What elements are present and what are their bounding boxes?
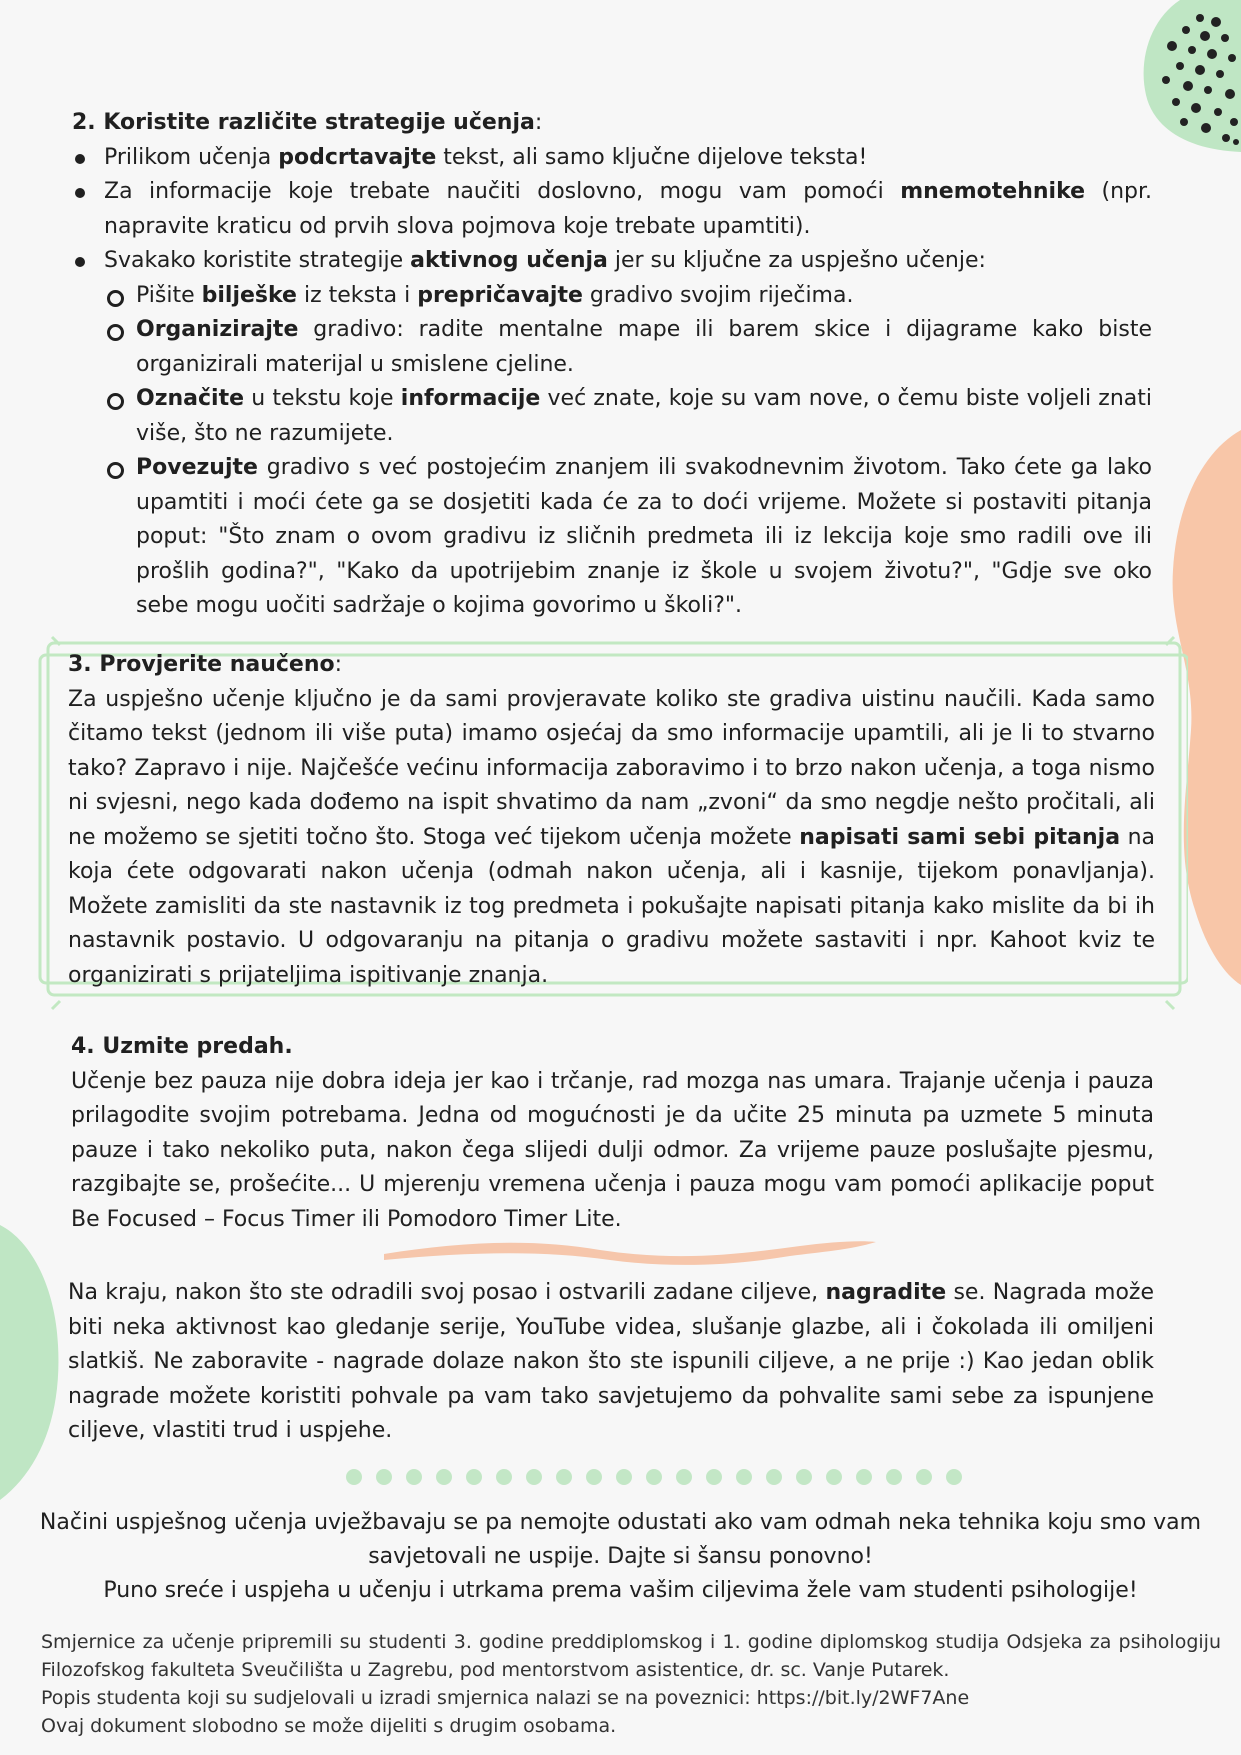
sub4-post: gradivo s već postojećim znanjem ili svakodnevnim životom. Tako ćete ga lako upamtiti i moći ćete ga se dosjetiti kada će za to doći vrijeme. Možete si postaviti pitanja poput: "Što znam o ovom gradivu iz sličnih predmeta ili iz lekcija koje smo radili ove ili prošlih godina?", "Kako da upotrijebim znanje iz škole u svojem životu?", "Gdje sve oko sebe mogu uočiti sadržaje o kojima govorimo u školi?". <box>136 455 1152 618</box>
section3-bold: napisati sami sebi pitanja <box>799 824 1121 850</box>
sub2-post: gradivo: radite mentalne mape ili barem skice i dijagrame kako biste organizirali materijal u smislene cjeline. <box>136 317 1152 377</box>
list-item <box>104 382 1152 451</box>
strategies-list <box>72 141 1152 624</box>
sub4-bold: Povezujte <box>136 455 258 480</box>
footer-line4: Ovaj dokument slobodno se može dijeliti s drugim osobama. <box>41 1715 617 1737</box>
closing-pre: Na kraju, nakon što ste odradili svoj posao i ostvarili zadane ciljeve, <box>68 1280 826 1305</box>
list-item <box>104 451 1152 624</box>
bullet3-post: jer su ključne za uspješno učenje: <box>607 248 986 273</box>
encouragement-line1: Načini uspješnog učenja uvježbavaju se pa nemojte odustati ako vam odmah neka tehnika koju smo vam savjetovali ne uspije. Dajte si šansu ponovno! <box>39 1510 1202 1569</box>
closing-bold: nagradite <box>825 1280 947 1305</box>
sub3-post: već znate, koje su vam nove, o čemu biste voljeli znati više, što ne razumijete. <box>136 386 1152 446</box>
section3-heading-text: 3. Provjerite naučeno <box>68 652 335 677</box>
sub2-bold: Organizirajte <box>136 317 299 342</box>
section3-pre: Za uspješno učenje ključno je da sami provjeravate koliko ste gradiva uistinu naučili. Kada samo čitamo tekst (jednom ili više puta) imamo osjećaj da smo informacije upamtili, ali je li to stvarno tako? Zapravo i nije. Najčešće većinu informacija zaboravimo i to brzo nakon učenja, a toga nismo ni svjesni, nego kada dođemo na ispit shvatimo da nam „zvoni“ da smo negdje nešto pročitali, ali ne možemo se sjetiti točno što. Stoga već tijekom učenja možete <box>68 686 1155 850</box>
sub3-bold1: Označite <box>136 386 245 411</box>
encouragement-line2: Puno sreće i uspjeha u učenju i utrkama prema vašim ciljevima žele vam studenti psihologije! <box>103 1578 1138 1603</box>
bullet2-post: (npr. napravite kraticu od prvih slova pojmova koje trebate upamtiti). <box>104 179 1152 239</box>
section4-body: Učenje bez pauza nije dobra ideja jer kao i trčanje, rad mozga nas umara. Trajanje učenja i pauza prilagodite svojim potrebama. Jedna od mogućnosti je da učite 25 minuta pa uzmete 5 minuta pauze i tako nekoliko puta, nakon čega slijedi dulji odmor. Za vrijeme pauze poslušajte pjesmu, razgibajte se, prošećite... U mjerenju vremena učenja i pauza mogu vam pomoći aplikacije poput Be Focused – Focus Timer ili Pomodoro Timer Lite. <box>71 1068 1154 1232</box>
section-reward <box>68 1276 1154 1449</box>
sub3-bold2: informacije <box>400 386 541 411</box>
section2-heading <box>72 106 1152 141</box>
bullet1-post: tekst, ali samo ključne dijelove teksta! <box>436 144 868 170</box>
sub1-pre: Pišite <box>136 282 202 308</box>
footer-credits <box>41 1628 1221 1740</box>
section3-body <box>68 683 1155 994</box>
dot-divider <box>340 1465 970 1489</box>
section3-heading-colon: : <box>334 652 343 677</box>
closing-post: se. Nagrada može biti neka aktivnost kao gledanje serije, YouTube videa, slušanje glazbe, ali i čokolada ili omiljeni slatkiš. Ne zaboravite - nagrade dolaze nakon što ste ispunili ciljeve, a ne prije :) Kao jedan oblik nagrade možete koristiti pohvale pa vam tako savjetujemo da pohvalite sami sebe za ispunjene ciljeve, vlastiti trud i uspjehe. <box>68 1280 1154 1443</box>
bullet3-pre: Svakako koristite strategije <box>104 248 411 273</box>
bullet1-bold: podcrtavajte <box>278 144 437 170</box>
list-item <box>72 244 1152 624</box>
list-item <box>104 313 1152 382</box>
bullet2-bold: mnemotehnike <box>900 179 1086 204</box>
bullet1-pre: Prilikom učenja <box>104 144 279 170</box>
section2-heading-colon: : <box>534 110 543 135</box>
brush-stroke <box>380 1232 880 1272</box>
speckle-pattern <box>1150 10 1241 150</box>
list-item <box>104 279 1152 314</box>
section3-post: na koja ćete odgovarati nakon učenja (odmah nakon učenja, ali i kasnije, tijekom ponavljanja). Možete zamisliti da ste nastavnik iz tog predmeta i pokušajte napisati pitanja kako mislite da bi ih nastavnik postavio. U odgovaranju na pitanja o gradivu možete sastaviti i npr. Kahoot kviz te organizirati s prijateljima ispitivanje znanja. <box>68 824 1156 988</box>
footer-link-line: Popis studenta koji su sudjelovali u izradi smjernica nalazi se na poveznici: https://bit.ly/2WF7Ane <box>41 1687 970 1709</box>
list-item <box>72 175 1152 244</box>
section2-heading-text: 2. Koristite različite strategije učenja <box>72 110 535 135</box>
encouragement-message <box>30 1506 1211 1608</box>
section4-heading-text: 4. Uzmite predah. <box>71 1034 293 1059</box>
section4-heading <box>71 1030 1154 1065</box>
section-check-knowledge <box>68 648 1155 993</box>
green-blob-left <box>0 1225 62 1505</box>
active-learning-list <box>104 279 1152 624</box>
sub3-mid: u tekstu koje <box>244 386 401 411</box>
closing-body <box>68 1276 1154 1449</box>
section-take-break <box>71 1030 1154 1237</box>
footer-line1: Smjernice za učenje pripremili su studenti 3. godine preddiplomskog i 1. godine diplomskog studija Odsjeka za psihologiju <box>41 1631 1221 1653</box>
section-strategies <box>72 106 1152 624</box>
bullet2-pre: Za informacije koje trebate naučiti doslovno, mogu vam pomoći <box>104 179 901 204</box>
section3-heading <box>68 648 1155 683</box>
footer-line2: Filozofskog fakulteta Sveučilišta u Zagrebu, pod mentorstvom asistentice, dr. sc. Vanje Putarek. <box>41 1659 950 1681</box>
sub1-mid: iz teksta i <box>296 282 418 308</box>
sub1-bold2: prepričavajte <box>417 282 583 308</box>
sub1-bold1: bilješke <box>201 282 297 308</box>
sub1-post: gradivo svojim riječima. <box>582 282 854 308</box>
bullet3-bold: aktivnog učenja <box>410 248 608 273</box>
list-item <box>72 141 1152 176</box>
